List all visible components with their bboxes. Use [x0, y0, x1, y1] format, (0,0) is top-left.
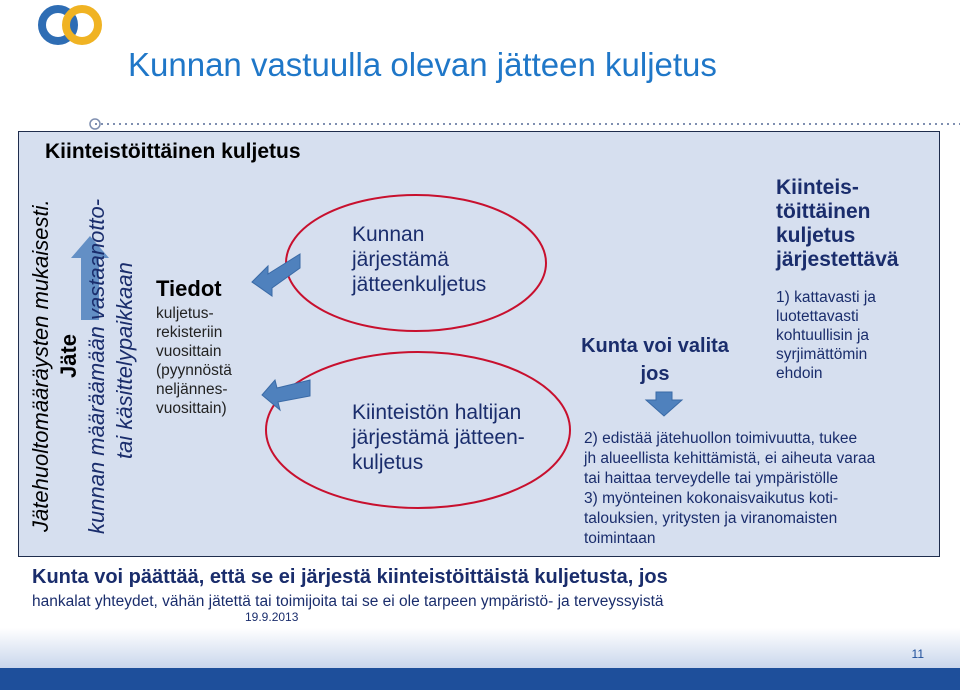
kj-list-line: kohtuullisin ja [776, 327, 870, 344]
vertical-text-3: kunnan määräämään vastaanotto- [84, 198, 109, 534]
kj-heading-line: järjestettävä [776, 248, 899, 271]
criteria-line: toimintaan [584, 530, 656, 547]
arrow-left-icon [262, 380, 310, 410]
vertical-text-4: tai käsittelypaikkaan [112, 262, 137, 459]
ellipse-bottom-line: järjestämä jätteen- [352, 426, 525, 449]
kj-list-line: syrjimättömin [776, 346, 868, 363]
arrow-down-icon [646, 392, 682, 416]
bottom-bar [0, 628, 960, 690]
arrow-left-icon [252, 254, 300, 296]
tiedot-body [156, 304, 232, 418]
kj-heading-line: kuljetus [776, 224, 856, 247]
section-title: Kiinteistöittäinen kuljetus [45, 140, 301, 163]
tiedot-line: vuosittain) [156, 400, 227, 417]
kj-heading [776, 176, 899, 272]
criteria-line: jh alueellista kehittämistä, ei aiheuta varaa [584, 450, 876, 467]
kj-list-line: 1) kattavasti ja [776, 289, 876, 306]
ellipse-top-line: järjestämä [352, 248, 449, 271]
footer-heading: Kunta voi päättää, että se ei järjestä kiinteistöittäistä kuljetusta, jos [32, 566, 668, 588]
kj-heading-line: Kiinteis- [776, 176, 859, 199]
page-title: Kunnan vastuulla olevan jätteen kuljetus [128, 46, 717, 83]
tiedot-line: neljännes- [156, 381, 228, 398]
kj-heading-line: töittäinen [776, 200, 871, 223]
vertical-text-jate: Jäte [56, 333, 81, 378]
page-number: 11 [911, 647, 924, 661]
kunta-valita-line: Kunta voi valita [581, 335, 729, 357]
ellipse-bottom-text [352, 400, 525, 475]
ellipse-bottom-line: kuljetus [352, 451, 424, 474]
tiedot-line: kuljetus- [156, 305, 214, 322]
ellipse-top-line: Kunnan [352, 223, 425, 246]
criteria-line: tai haittaa terveydelle tai ympäristölle [584, 470, 839, 487]
kj-list-line: ehdoin [776, 365, 823, 382]
criteria-line: 3) myönteinen kokonaisvaikutus koti- [584, 490, 839, 507]
vertical-text-1: Jätehuoltomääräysten mukaisesti. [28, 199, 53, 532]
kunta-voi-valita [560, 332, 750, 388]
ellipse-bottom-line: Kiinteistön haltijan [352, 401, 522, 424]
footer-body: hankalat yhteydet, vähän jätettä tai toimijoita tai se ei ole tarpeen ympäristö- ja terveyssyistä [32, 593, 664, 610]
date-label: 19.9.2013 [245, 610, 299, 624]
kunta-valita-line: jos [640, 363, 670, 385]
tiedot-heading: Tiedot [156, 276, 222, 301]
kj-list-line: luotettavasti [776, 308, 859, 325]
tiedot-line: rekisteriin [156, 324, 223, 341]
kj-list [776, 288, 876, 383]
criteria-line: 2) edistää jätehuollon toimivuutta, tukee [584, 430, 858, 447]
tiedot-line: (pyynnöstä [156, 362, 232, 379]
ellipse-top-line: jätteenkuljetus [352, 273, 487, 296]
criteria-list [584, 429, 875, 549]
criteria-line: talouksien, yritysten ja viranomaisten [584, 510, 838, 527]
tiedot-line: vuosittain [156, 343, 222, 360]
ellipse-top-text [352, 222, 486, 297]
